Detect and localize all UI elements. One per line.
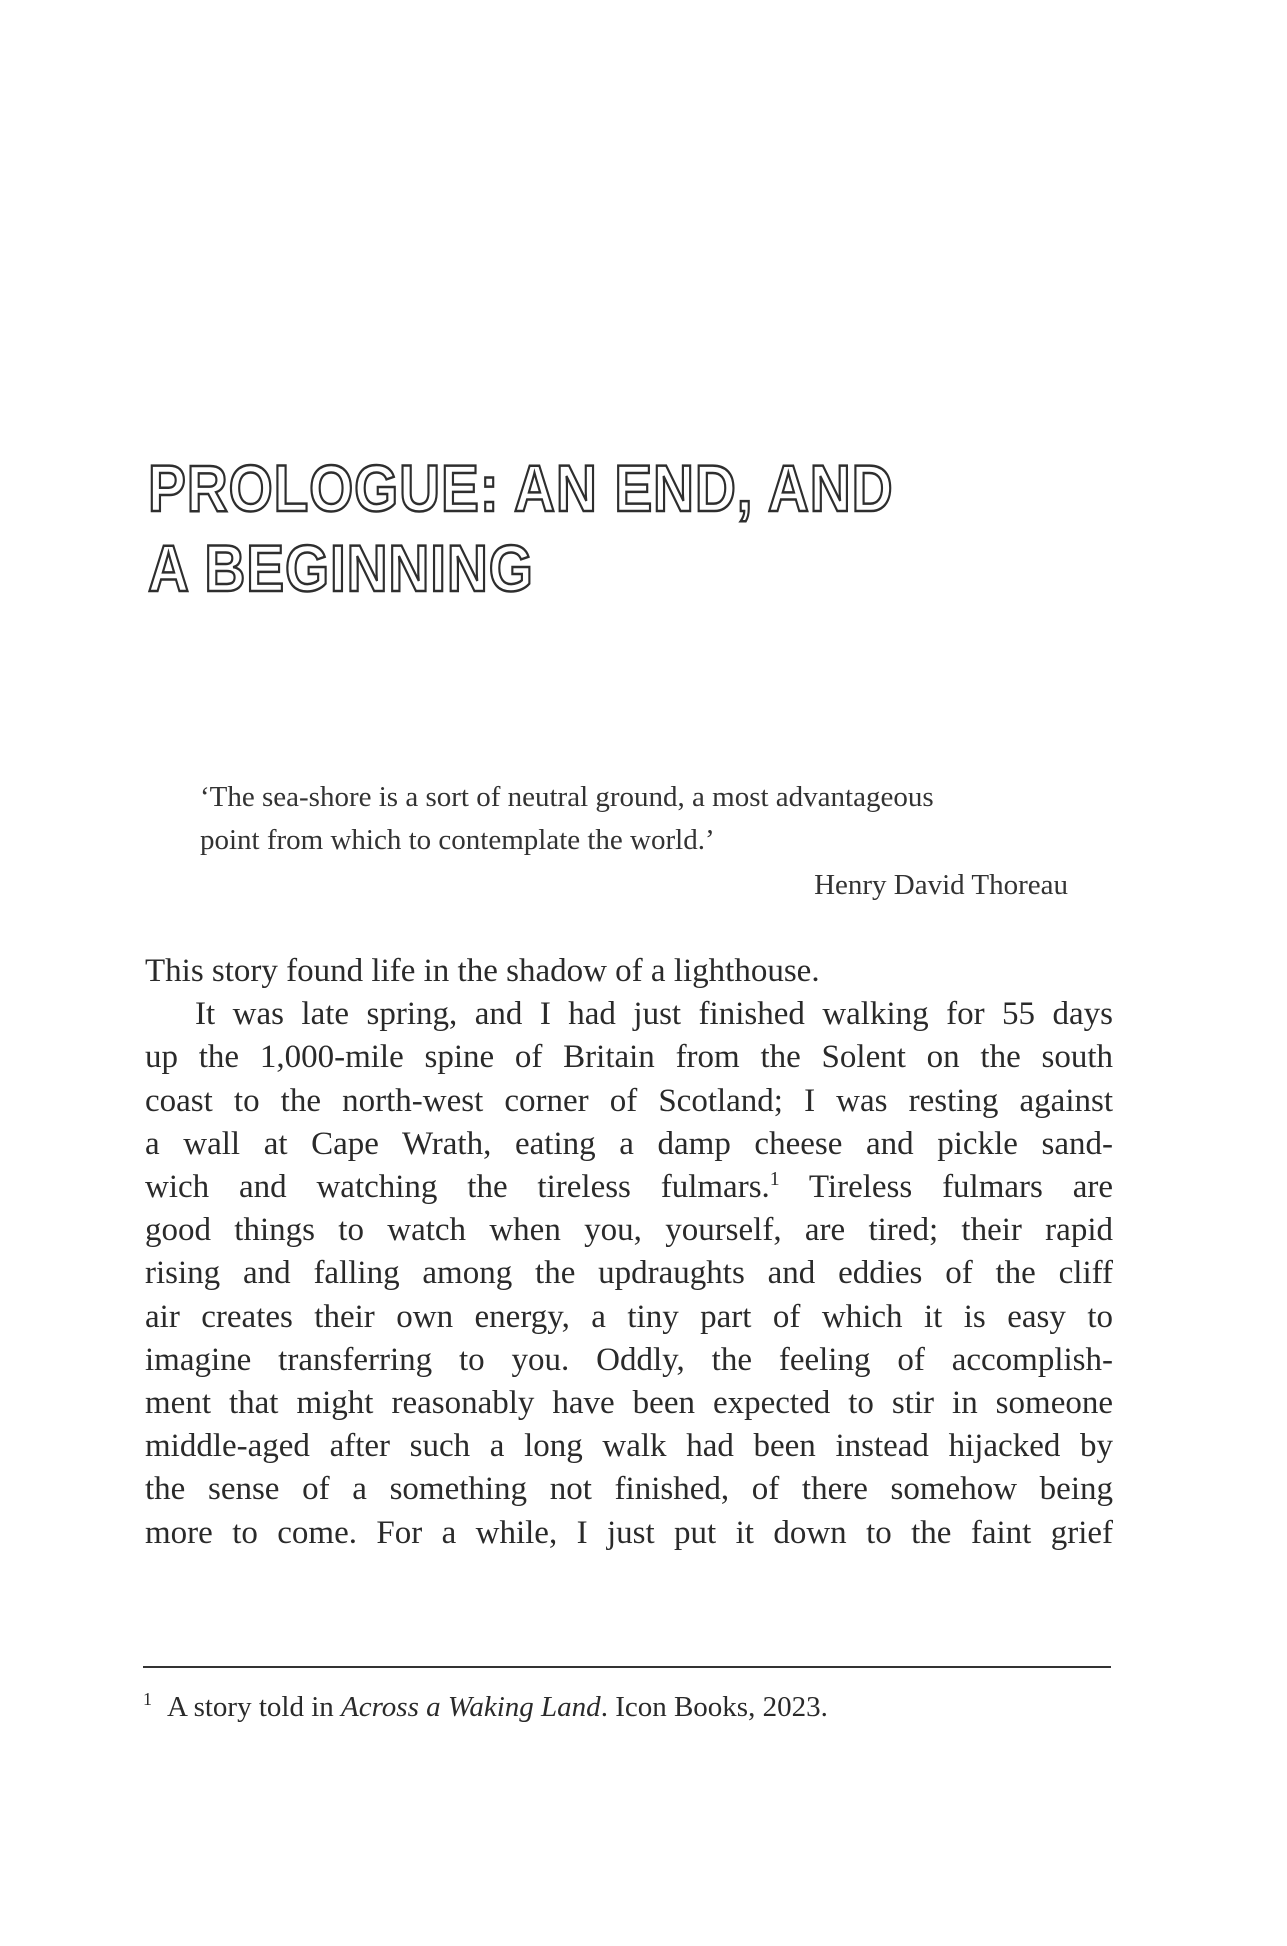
body-line-2: It was late spring, and I had just finished walking for 55 days — [195, 996, 1113, 1033]
epigraph — [200, 776, 1068, 907]
footnote-text-before: A story told in — [167, 1691, 342, 1723]
body-line-8: rising and falling among the updraughts and eddies of the cliff — [145, 1255, 1113, 1292]
body-line-3: up the 1,000-mile spine of Britain from the Solent on the south — [145, 1039, 1113, 1076]
body-line-12: middle-aged after such a long walk had been instead hijacked by — [145, 1428, 1113, 1465]
body-line-13: the sense of a something not finished, of there somehow being — [145, 1471, 1113, 1508]
body-line-5: a wall at Cape Wrath, eating a damp cheese and pickle sand- — [145, 1125, 1113, 1162]
body-line-14: more to come. For a while, I just put it down to the faint grief — [145, 1514, 1113, 1551]
footnote: 1 A story told in Across a Waking Land. Icon Books, 2023. — [143, 1689, 828, 1723]
body-line-7: good things to watch when you, yourself, are tired; their rapid — [145, 1212, 1113, 1249]
footnote-reference[interactable]: 1 — [769, 1168, 780, 1191]
chapter-title — [148, 448, 922, 608]
body-line-6-text-b: Tireless fulmars are — [779, 1169, 1113, 1206]
body-line-6-text-a: wich and watching the tireless fulmars. — [145, 1169, 770, 1206]
epigraph-quote-line-2: point from which to contemplate the world.’ — [200, 824, 715, 856]
body-line-10: imagine transferring to you. Oddly, the feeling of accomplish- — [145, 1341, 1113, 1378]
body-line-1: This story found life in the shadow of a lighthouse. — [145, 953, 820, 989]
footnote-book-title: Across a Waking Land — [341, 1691, 601, 1723]
body-line-9: air creates their own energy, a tiny part of which it is easy to — [145, 1298, 1113, 1335]
body-text — [145, 950, 1113, 1555]
epigraph-quote-line-1: ‘The sea-shore is a sort of neutral ground, a most advantageous — [200, 781, 934, 813]
body-line-4: coast to the north-west corner of Scotland; I was resting against — [145, 1082, 1113, 1119]
body-line-11: ment that might reasonably have been expected to stir in someone — [145, 1385, 1113, 1422]
chapter-title-line-2: A BEGINNING — [148, 531, 534, 605]
footnote-divider — [143, 1666, 1111, 1668]
chapter-title-line-1: PROLOGUE: AN END, AND — [148, 451, 894, 525]
epigraph-attribution: Henry David Thoreau — [814, 869, 1068, 901]
footnote-text-after: . Icon Books, 2023. — [600, 1691, 828, 1723]
body-line-6 — [145, 1166, 1113, 1209]
